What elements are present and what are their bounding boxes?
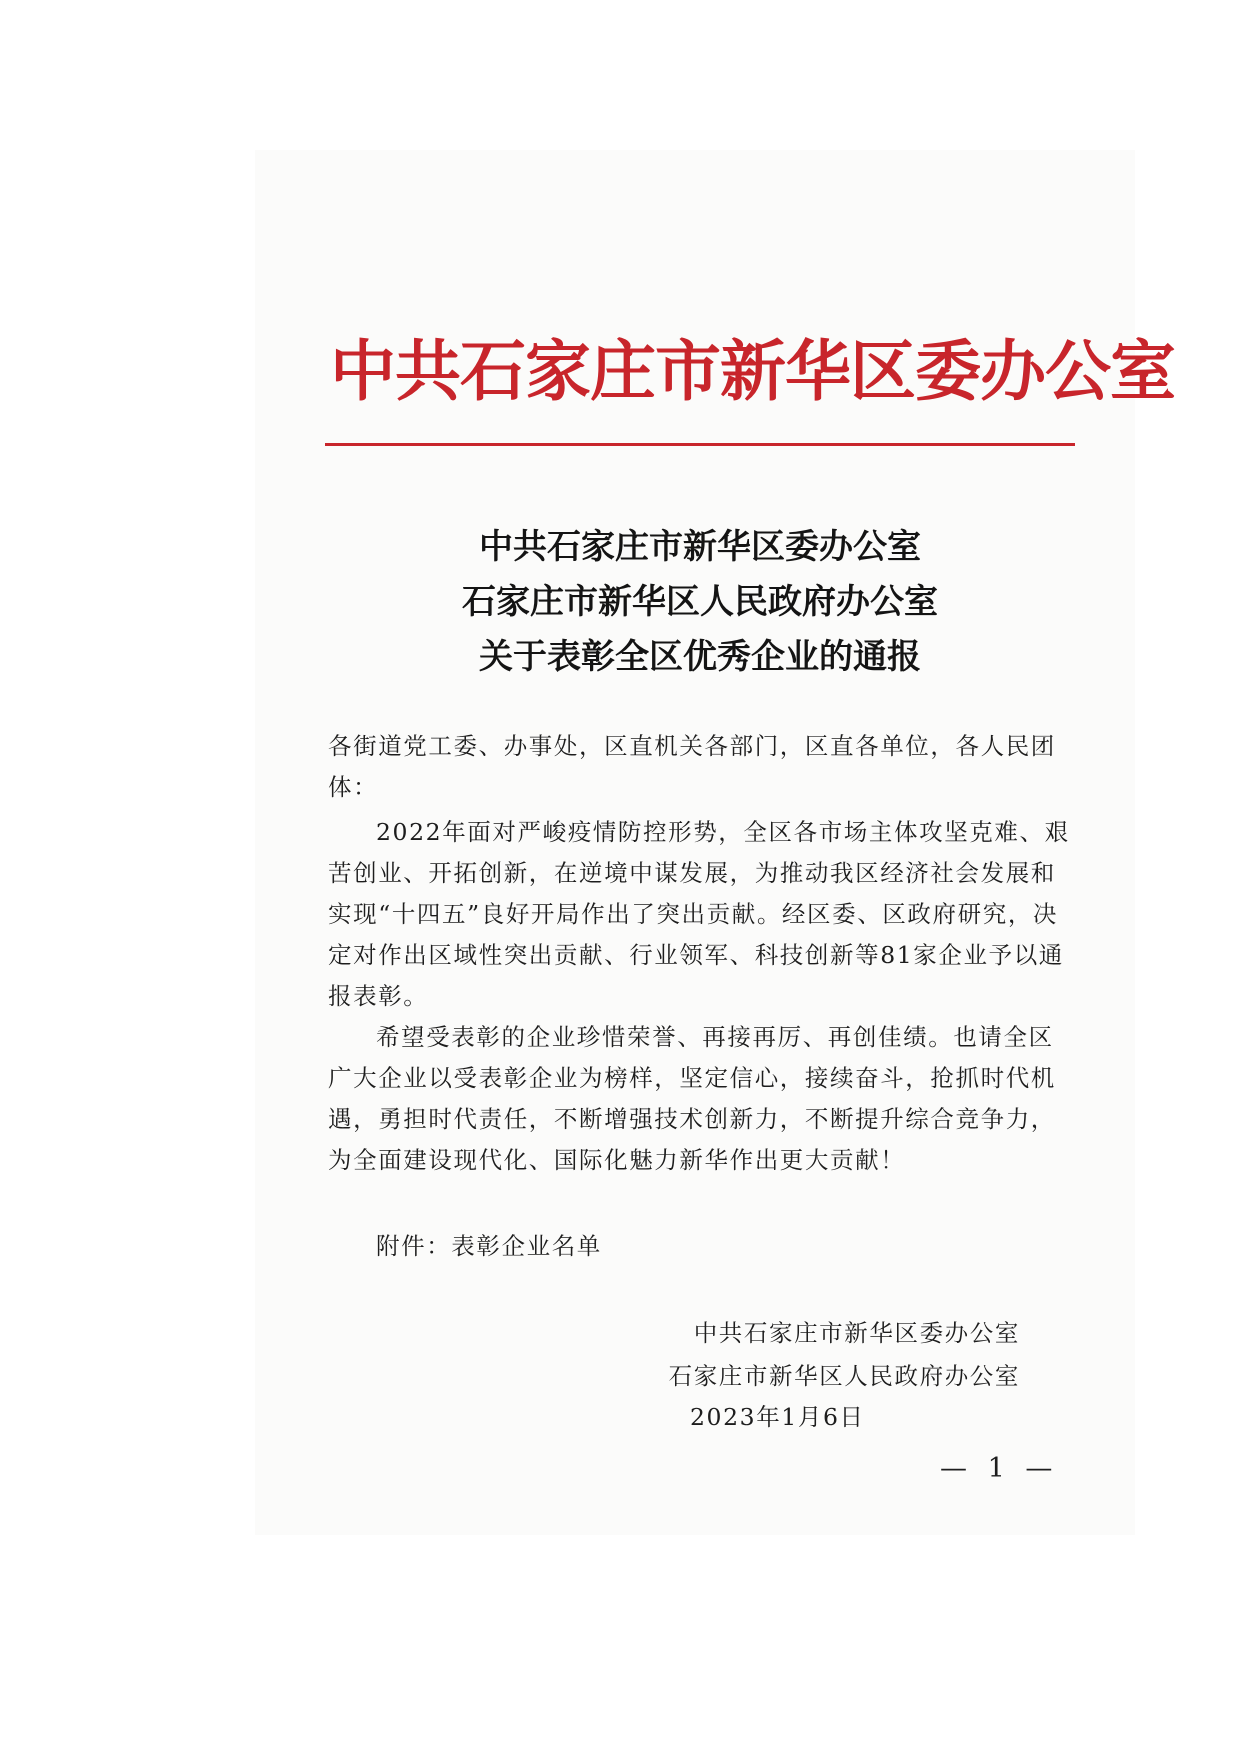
recipients-text: 各街道党工委、办事处，区直机关各部门，区直各单位，各人民团体： <box>328 732 1056 801</box>
body-paragraph-1 <box>328 812 1070 1017</box>
attachment-note: 附件：表彰企业名单 <box>376 1232 602 1260</box>
title-line-1: 中共石家庄市新华区委办公室 <box>479 527 921 567</box>
recipients-paragraph <box>328 726 1070 808</box>
signature-block <box>620 1312 1020 1398</box>
paragraph-2-text: 希望受表彰的企业珍惜荣誉、再接再厉、再创佳绩。也请全区广大企业以受表彰企业为榜样，坚定信心，接续奋斗，抢抓时代机遇，勇担时代责任，不断增强技术创新力，不断提升综合竞争力，为全面建设现代化、国际化魅力新华作出更大贡献！ <box>328 1023 1056 1174</box>
document-title <box>330 520 1070 685</box>
page-number: — 1 — <box>940 1453 1059 1484</box>
body-paragraph-2 <box>328 1017 1070 1181</box>
signature-org-2: 石家庄市新华区人民政府办公室 <box>668 1362 1020 1390</box>
signature-org-1: 中共石家庄市新华区委办公室 <box>693 1319 1020 1347</box>
title-line-2: 石家庄市新华区人民政府办公室 <box>462 582 938 622</box>
letterhead-red-rule <box>325 443 1075 446</box>
paragraph-1-text: 2022年面对严峻疫情防控形势，全区各市场主体攻坚克难、艰苦创业、开拓创新，在逆境中谋发展，为推动我区经济社会发展和实现“十四五”良好开局作出了突出贡献。经区委、区政府研究，决定对作出区域性突出贡献、行业领军、科技创新等81家企业予以通报表彰。 <box>328 818 1070 1010</box>
letterhead-title: 中共石家庄市新华区委办公室 <box>330 332 1175 410</box>
signature-date: 2023年1月6日 <box>690 1403 865 1431</box>
title-line-3: 关于表彰全区优秀企业的通报 <box>479 637 921 677</box>
